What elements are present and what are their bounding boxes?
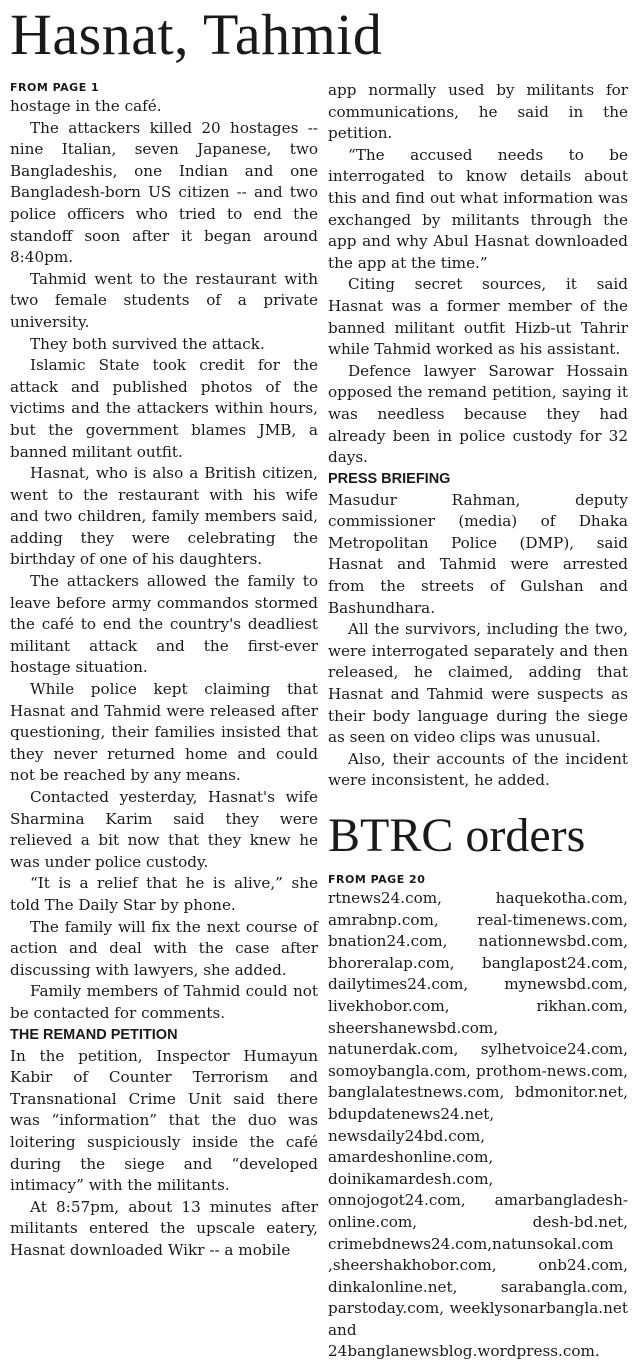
paragraph: Tahmid went to the restaurant with two female students of a private university. — [10, 269, 318, 331]
paragraph: “It is a relief that he is alive,” she told The Daily Star by phone. — [10, 874, 318, 914]
jump-from-page-1: FROM PAGE 1 — [10, 81, 100, 94]
paragraph: Contacted yesterday, Hasnat's wife Sharmina Karim said they were relieved a bit now that they knew he was under police custody. — [10, 788, 318, 871]
paragraph: rtnews24.com, haquekotha.com, amrabnp.com, real-timenews.com, bnation24.com, nationnewsbd.com, bhoreralap.com, banglapost24.com, dailytimes24.com, mynewsbd.com, livekhobor.com, rikhan.com, sheershanewsbd.com, natunerdak.com, sylhetvoice24.com, somoybangla.com, prothom-news.com, banglalatestnews.com, bdmonitor.net, bdupdatenews24.net, newsdaily24bd.com, amardeshonline.com, doinikamardesh.com, onnojogot24.com, amarbangladesh-online.com, desh-bd.net, crimebdnews24.com,natunsokal.com ,sheershakhobor.com, onb24.com, dinkalonline.net, sarabangla.com, parstoday.com, weeklysonarbangla.net and 24banglanewsblog.wordpress.com. — [328, 889, 628, 1361]
headline-btrc-orders: BTRC orders — [328, 809, 586, 862]
jump-from-page-20: FROM PAGE 20 — [328, 873, 426, 886]
paragraph: They both survived the attack. — [30, 334, 265, 353]
paragraph: “The accused needs to be interrogated to know details about this and find out what information was exchanged by militants through the app and why Abul Hasnat downloaded the app at the time.” — [328, 145, 628, 272]
headline-hasnat-tahmid: Hasnat, Tahmid — [10, 2, 383, 67]
paragraph: Also, their accounts of the incident were inconsistent, he added. — [328, 749, 628, 790]
story-column-left — [10, 80, 318, 1261]
paragraph: While police kept claiming that Hasnat and Tahmid were released after questioning, their families insisted that they never returned home and could not be reached by any means. — [10, 680, 318, 785]
paragraph: Defence lawyer Sarowar Hossain opposed the remand petition, saying it was needless because they had already been in police custody for 32 days. — [328, 361, 628, 467]
paragraph: In the petition, Inspector Humayun Kabir of Counter Terrorism and Transnational Crime Unit said there was “information” that the duo was loitering suspiciously inside the café during the siege and “developed intimacy” with the militants. — [10, 1046, 318, 1195]
paragraph: hostage in the café. — [10, 97, 162, 115]
paragraph: The attackers killed 20 hostages -- nine Italian, seven Japanese, two Bangladeshis, one Indian and one Bangladesh-born US citizen -- and two police officers who tried to end the standoff soon after it began around 8:40pm. — [10, 118, 318, 267]
paragraph-continued: app normally used by militants for communications, he said in the petition. — [328, 81, 628, 143]
paragraph: All the survivors, including the two, were interrogated separately and then released, he claimed, adding that Hasnat and Tahmid were suspects as their body language during the siege as seen on video clips was unusual. — [328, 620, 628, 747]
paragraph: Family members of Tahmid could not be contacted for comments. — [10, 982, 318, 1022]
subhead-remand-petition: THE REMAND PETITION — [10, 1026, 178, 1043]
subhead-press-briefing: PRESS BRIEFING — [328, 470, 451, 487]
paragraph: Masudur Rahman, deputy commissioner (media) of Dhaka Metropolitan Police (DMP), said Hasnat and Tahmid were arrested from the streets of Gulshan and Bashundhara. — [328, 490, 628, 617]
blocked-sites-list — [328, 888, 628, 1363]
paragraph: Hasnat, who is also a British citizen, went to the restaurant with his wife and two children, family members said, adding they were celebrating the birthday of one of his daughters. — [10, 464, 318, 569]
paragraph: The family will fix the next course of action and deal with the case after discussing with lawyers, she added. — [10, 917, 318, 979]
paragraph: Citing secret sources, it said Hasnat was a former member of the banned militant outfit Hizb-ut Tahrir while Tahmid worked as his assistant. — [328, 275, 628, 359]
paragraph: At 8:57pm, about 13 minutes after militants entered the upscale eatery, Hasnat downloaded Wikr -- a mobile — [10, 1197, 318, 1259]
paragraph: The attackers allowed the family to leave before army commandos stormed the café to end the country's deadliest militant attack and the first-ever hostage situation. — [10, 572, 318, 677]
paragraph: Islamic State took credit for the attack and published photos of the victims and the attackers within hours, but the government blames JMB, a banned militant outfit. — [10, 356, 318, 461]
story-column-right — [328, 80, 628, 1363]
